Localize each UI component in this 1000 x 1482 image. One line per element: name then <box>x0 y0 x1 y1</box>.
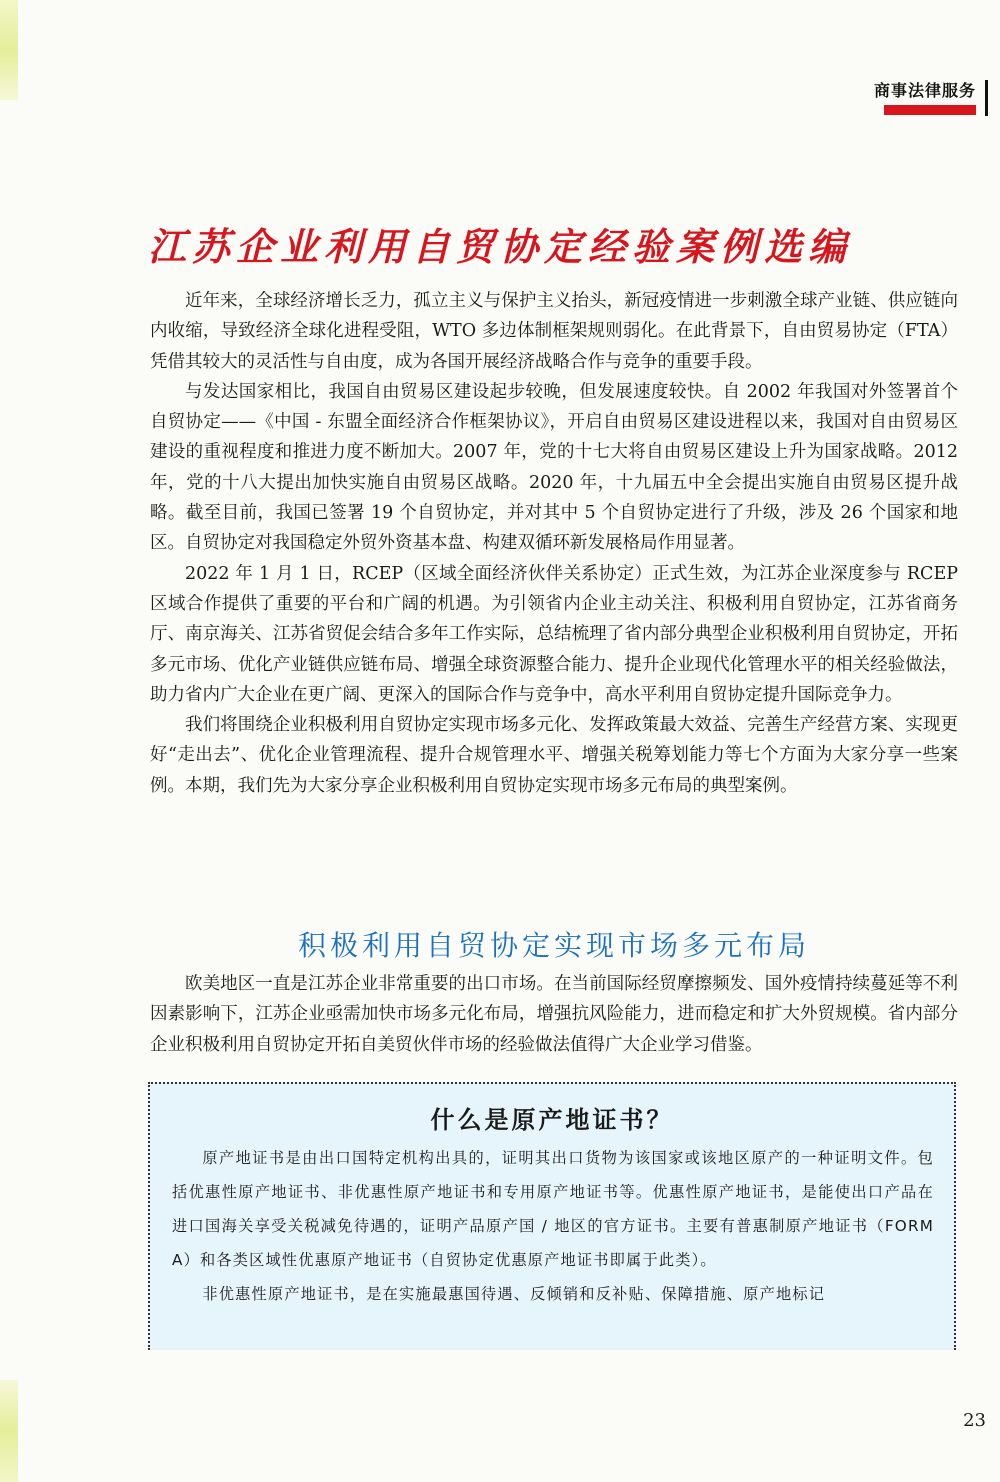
paragraph: 我们将围绕企业积极利用自贸协定实现市场多元化、发挥政策最大效益、完善生产经营方案、实现更好“走出去”、优化企业管理流程、提升合规管理水平、增强关税筹划能力等七个方面为大家分享一些案例。本期，我们先为大家分享企业积极利用自贸协定实现市场多元布局的典型案例。 <box>150 715 958 796</box>
section-header <box>874 78 988 115</box>
paragraph: 2022 年 1 月 1 日，RCEP（区域全面经济伙伴关系协定）正式生效，为江苏企业深度参与 RCEP 区域合作提供了重要的平台和广阔的机遇。为引领省内企业主动关注、积极利用自贸协定，江苏省商务厅、南京海关、江苏省贸促会结合多年工作实际，总结梳理了省内部分典型企业积极利用自贸协定，开拓多元市场、优化产业链供应链布局、增强全球资源整合能力、提升企业现代化管理水平的相关经验做法，助力省内广大企业在更广阔、更深入的国际合作与竞争中，高水平利用自贸协定提升国际竞争力。 <box>150 563 958 705</box>
section-vertical-bar <box>985 80 988 116</box>
paragraph: 近年来，全球经济增长乏力，孤立主义与保护主义抬头，新冠疫情进一步刺激全球产业链、供应链向内收缩，导致经济全球化进程受阻，WTO 多边体制框架规则弱化。在此背景下，自由贸易协定（FTA）凭借其较大的灵活性与自由度，成为各国开展经济战略合作与竞争的重要手段。 <box>150 291 958 372</box>
paragraph: 非优惠性原产地证书，是在实施最惠国待遇、反倾销和反补贴、保障措施、原产地标记 <box>202 1285 826 1303</box>
info-box <box>148 1082 956 1350</box>
info-box-title: 什么是原产地证书？ <box>430 1105 674 1134</box>
article-intro <box>150 286 958 801</box>
page-number: 23 <box>963 1410 986 1431</box>
section-title: 商事法律服务 <box>873 81 976 100</box>
info-box-body <box>150 1141 954 1311</box>
paragraph: 与发达国家相比，我国自由贸易区建设起步较晚，但发展速度较快。自 2002 年我国对外签署首个自贸协定——《中国 - 东盟全面经济合作框架协议》，开启自由贸易区建设进程以来，我国对自由贸易区建设的重视程度和推进力度不断加大。2007 年，党的十七大将自由贸易区建设上升为国家战略。2012 年，党的十八大提出加快实施自由贸易区战略。2020 年，十九届五中全会提出实施自由贸易区提升战略。截至目前，我国已签署 19 个自贸协定，并对其中 5 个自贸协定进行了升级，涉及 26 个国家和地区。自贸协定对我国稳定外贸外资基本盘、构建双循环新发展格局作用显著。 <box>150 381 958 554</box>
decorative-stripe-bottom <box>0 1380 18 1482</box>
decorative-stripe-top <box>0 0 18 100</box>
paragraph: 原产地证书是由出口国特定机构出具的，证明其出口货物为该国家或该地区原产的一种证明文件。包括优惠性原产地证书、非优惠性原产地证书和专用原产地证书等。优惠性原产地证书，是能使出口产品在进口国海关享受关税减免待遇的，证明产品原产国 / 地区的官方证书。主要有普惠制原产地证书（FORM A）和各类区域性优惠原产地证书（自贸协定优惠原产地证书即属于此类）。 <box>172 1149 934 1269</box>
article-subtitle: 积极利用自贸协定实现市场多元布局 <box>297 929 810 962</box>
article-title: 江苏企业利用自贸协定经验案例选编 <box>147 224 852 269</box>
paragraph: 欧美地区一直是江苏企业非常重要的出口市场。在当前国际经贸摩擦频发、国外疫情持续蔓延等不利因素影响下，江苏企业亟需加快市场多元化布局，增强抗风险能力，进而稳定和扩大外贸规模。省内部分企业积极利用自贸协定开拓自美贸伙伴市场的经验做法值得广大企业学习借鉴。 <box>150 974 958 1055</box>
subsection-body <box>150 969 958 1060</box>
section-red-underline <box>884 105 976 115</box>
